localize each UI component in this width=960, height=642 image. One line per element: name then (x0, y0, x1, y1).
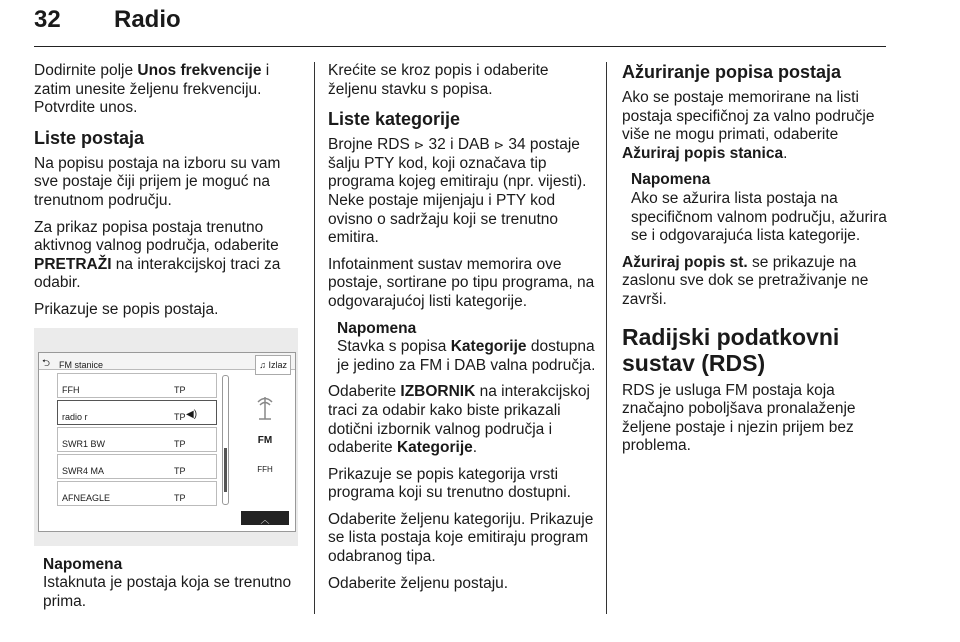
station-row: SWR4 MA TP (57, 454, 217, 479)
paragraph: Prikazuje se popis kategorija vrsti programa koji su trenutno dostupni. (328, 465, 571, 502)
paragraph: Brojne RDS ⊳ 32 i DAB ⊳ 34 postaje šalju PTY kod, koji označava tip programa kojeg emitiraju (npr. vijesti). Neke postaje mijenjaju i PTY kod ovisno o sadržaju koji se trenutno emitira. (328, 136, 587, 247)
speaker-icon: ◀) (186, 408, 198, 420)
station-list-screenshot (34, 328, 298, 546)
paragraph: Prikazuje se popis postaja. (34, 300, 219, 318)
column-divider (314, 62, 315, 614)
now-playing-panel (245, 393, 285, 480)
column-divider (606, 62, 607, 614)
paragraph: Na popisu postaja na izboru su vam sve postaje čiji prijem je moguć na trenutnom području. (34, 154, 281, 209)
scrollbar (222, 375, 229, 505)
heading-update-list: Ažuriranje popisa postaja (622, 62, 842, 82)
heading-station-lists: Liste postaja (34, 127, 145, 148)
reference-arrow-icon: ⊳ (414, 138, 425, 153)
note: Napomena Istaknuta je postaja koja se trenutno prima. (43, 555, 292, 610)
paragraph: Odaberite željenu kategoriju. Prikazuje se lista postaja koje emitiraju program odabranog tipa. (328, 510, 594, 566)
antenna-icon (245, 393, 285, 429)
station-row-active: radio r TP ◀) (57, 400, 217, 425)
paragraph: Dodirnite polje Unos frekvencije i zatim unesite željenu frekvenciju. Potvrdite unos. (34, 62, 270, 117)
page-number: 32 (34, 6, 61, 33)
station-row: SWR1 BW TP (57, 427, 217, 452)
chevron-up-icon: ︿ (241, 511, 289, 525)
scrollbar-thumb (224, 448, 227, 492)
paragraph: Ako se postaje memorirane na listi postaja specifičnoj za valno područje više ne mogu primati, odaberite Ažuriraj popis stanica. (622, 89, 875, 162)
column-1 (34, 62, 302, 619)
paragraph: Za prikaz popisa postaja trenutno aktivnog valnog područja, odaberite PRETRAŽI na interakcijskoj traci za odabir. (34, 218, 281, 292)
paragraph: Odaberite IZBORNIK na interakcijskoj traci za odabir kako biste prikazali dotični izbornik valnog područja i odaberite Kategorije. (328, 383, 590, 457)
paragraph: Ažuriraj popis st. se prikazuje na zaslonu sve dok se pretraživanje ne završi. (622, 253, 869, 308)
paragraph: Krećite se kroz popis i odaberite željenu stavku s popisa. (328, 62, 549, 98)
note: Napomena Stavka s popisa Kategorije dostupna je jedino za FM i DAB valna područja. (337, 319, 596, 374)
station-row: FFH TP (57, 373, 217, 398)
screen-title-bar (39, 353, 295, 370)
paragraph: RDS je usluga FM postaja koja značajno poboljšava pronalaženje željene postaje i njezin prijem bez problema. (622, 381, 856, 455)
back-icon: ⮌ (42, 357, 51, 369)
station-row: AFNEAGLE TP (57, 481, 217, 506)
exit-button: ♫ Izlaz (255, 355, 291, 376)
heading-category-lists: Liste kategorije (328, 109, 461, 130)
infotainment-screen (38, 352, 296, 532)
current-station: FFH (257, 464, 273, 474)
station-list (57, 373, 217, 508)
band-label: FM (257, 435, 273, 447)
section-title: Radio (114, 6, 181, 33)
column-2 (328, 62, 598, 601)
page-header (34, 4, 886, 47)
reference-arrow-icon: ⊳ (494, 138, 505, 153)
note: Napomena Ako se ažurira lista postaja na specifičnom valnom području, ažurira se i odgovarajuća lista kategorije. (631, 171, 887, 245)
heading-rds: Radijski podatkovni sustav (RDS) (622, 323, 840, 376)
column-3 (622, 62, 890, 464)
paragraph: Odaberite željenu postaju. (328, 574, 509, 592)
screen-title: FM stanice (59, 359, 104, 370)
paragraph: Infotainment sustav memorira ove postaje, sortirane po tipu programa, na odgovarajućoj listi kategorije. (328, 255, 595, 310)
